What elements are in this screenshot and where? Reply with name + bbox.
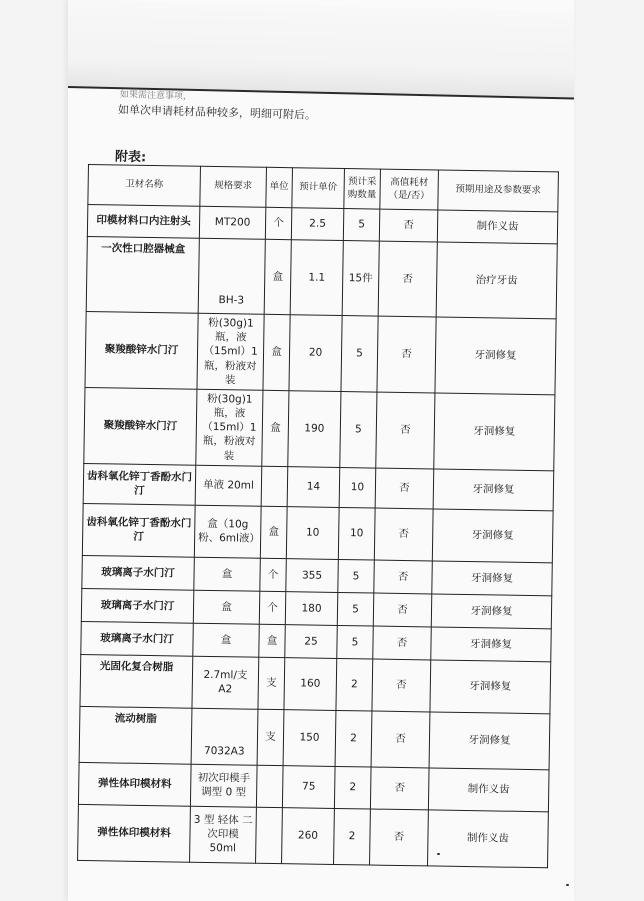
cell-high-value: 否 [374, 508, 433, 561]
cell-qty: 10 [338, 507, 375, 560]
cell-unit: 盒 [262, 390, 289, 466]
appendix-title: 附表: [114, 149, 147, 166]
cell-name: 玻璃离子水门汀 [81, 588, 194, 623]
cell-price: 355 [286, 559, 339, 593]
supplies-table [77, 164, 559, 868]
cell-name: 印模材料口内注射头 [87, 205, 199, 239]
cell-price: 14 [287, 467, 340, 508]
cell-name: 弹性体印模材料 [78, 762, 191, 806]
cell-high-value: 否 [375, 468, 434, 509]
cell-unit: 个 [265, 207, 291, 239]
cell-high-value: 否 [370, 767, 429, 810]
column-header: 预计单价 [292, 168, 345, 209]
cell-price: 160 [284, 658, 337, 711]
column-header: 单位 [266, 167, 293, 207]
cell-qty: 5 [343, 209, 379, 242]
cell-name: 聚羧酸锌水门汀 [85, 311, 198, 389]
cell-use: 牙洞修复 [432, 561, 553, 596]
folded-page-edge [68, 0, 574, 99]
cell-spec: 盒 [194, 557, 261, 591]
cell-price: 20 [289, 315, 342, 392]
cell-name: 一次性口腔器械盒 [86, 236, 199, 313]
table-row [82, 503, 553, 562]
cell-use: 制作义齿 [437, 210, 557, 244]
cell-name: 流动树脂 [79, 706, 192, 764]
cell-unit: 盒 [260, 506, 287, 558]
cell-spec: MT200 [199, 206, 265, 239]
cell-price: 180 [285, 592, 338, 626]
cell-use: 牙洞修复 [433, 469, 554, 511]
cell-high-value: 否 [373, 593, 432, 627]
cell-name: 光固化复合树脂 [80, 654, 193, 708]
cell-qty: 2 [334, 766, 371, 809]
cell-name: 齿科氧化锌丁香酚水门汀 [82, 503, 195, 557]
header-note-line1: 如果需注意事项， [119, 89, 193, 103]
cell-price: 25 [285, 625, 338, 659]
cell-spec: 单液 20ml [195, 465, 262, 506]
cell-use: 牙洞修复 [429, 712, 550, 770]
column-header: 卫材名称 [88, 165, 201, 207]
cell-high-value: 否 [374, 560, 433, 594]
header-note-line2: 如单次申请耗材品种较多，明细可附后。 [117, 103, 317, 122]
cell-qty: 15件 [342, 241, 379, 317]
cell-use: 牙洞修复 [431, 627, 552, 662]
cell-use: 制作义齿 [428, 768, 549, 812]
table-row [79, 706, 550, 769]
cell-use: 牙洞修复 [431, 594, 552, 629]
cell-high-value: 否 [377, 316, 436, 393]
cell-unit [256, 807, 283, 863]
cell-unit [256, 765, 283, 807]
cell-use: 牙洞修复 [434, 393, 555, 471]
cell-price: 190 [288, 391, 341, 468]
cell-name: 弹性体印模材料 [78, 804, 191, 862]
cell-price: 2.5 [291, 208, 343, 241]
cell-high-value: 否 [370, 809, 429, 866]
table-row [78, 762, 549, 811]
cell-spec: 7032A3 [191, 708, 258, 765]
cell-high-value: 否 [378, 241, 437, 317]
cell-qty: 2 [334, 808, 371, 865]
cell-use: 牙洞修复 [432, 509, 553, 563]
supplies-table-container [77, 164, 560, 868]
table-row [80, 654, 551, 713]
column-header: 预期用途及参数要求 [438, 170, 559, 212]
cell-use: 制作义齿 [428, 810, 549, 868]
cell-spec: 粉(30g)1瓶，液（15ml）1瓶，粉液对装 [197, 313, 264, 390]
cell-high-value: 否 [379, 209, 437, 242]
cell-name: 玻璃离子水门汀 [82, 555, 195, 590]
cell-qty: 2 [336, 658, 373, 711]
cell-qty: 5 [340, 391, 377, 468]
cell-spec: 盒（10g粉、6ml液） [194, 505, 261, 558]
table-row [85, 311, 556, 394]
cell-price: 150 [283, 710, 336, 767]
cell-high-value: 否 [373, 626, 432, 660]
cell-qty: 5 [337, 592, 374, 626]
cell-use: 牙洞修复 [430, 660, 551, 714]
cell-use: 牙洞修复 [435, 317, 556, 395]
column-header: 预计采购数量 [344, 169, 381, 210]
cell-spec: 3 型 轻体 二次印模 50ml [190, 806, 257, 863]
cell-price: 1.1 [290, 240, 343, 316]
cell-name: 玻璃离子水门汀 [81, 621, 194, 656]
cell-qty: 10 [339, 467, 376, 508]
cell-unit: 个 [259, 591, 286, 624]
ink-speck [437, 853, 440, 855]
table-row [84, 387, 555, 470]
cell-spec: BH-3 [198, 238, 265, 314]
column-header: 高值耗材（是/否） [380, 169, 439, 210]
cell-qty: 2 [335, 710, 372, 767]
ink-speck [566, 884, 569, 886]
cell-qty: 5 [337, 625, 374, 659]
table-row [78, 804, 549, 867]
cell-spec: 2.7ml/支 A2 [192, 656, 259, 709]
cell-unit: 个 [260, 558, 287, 591]
cell-spec: 盒 [193, 590, 260, 624]
cell-high-value: 否 [376, 392, 435, 469]
cell-spec: 粉(30g)1瓶，液（15ml）1瓶，粉液对装 [196, 389, 263, 466]
cell-name: 聚羧酸锌水门汀 [84, 387, 197, 465]
cell-high-value: 否 [372, 659, 431, 712]
cell-price: 10 [286, 507, 339, 560]
cell-qty: 5 [338, 559, 375, 593]
cell-qty: 5 [341, 316, 378, 392]
column-header: 规格要求 [200, 166, 267, 207]
cell-price: 260 [282, 807, 335, 864]
cell-unit [261, 466, 288, 506]
cell-unit: 盒 [264, 239, 291, 314]
cell-price: 75 [282, 765, 335, 808]
cell-unit: 盒 [263, 314, 290, 390]
cell-unit: 支 [257, 709, 284, 765]
cell-high-value: 否 [371, 711, 430, 768]
cell-spec: 初次印模手调型 0 型 [190, 764, 257, 807]
cell-name: 齿科氧化锌丁香酚水门汀 [83, 463, 196, 505]
table-row [86, 236, 557, 318]
cell-use: 治疗牙齿 [436, 242, 557, 319]
cell-spec: 盒 [193, 623, 260, 657]
cell-unit: 盒 [259, 624, 286, 657]
cell-unit: 支 [258, 657, 285, 709]
